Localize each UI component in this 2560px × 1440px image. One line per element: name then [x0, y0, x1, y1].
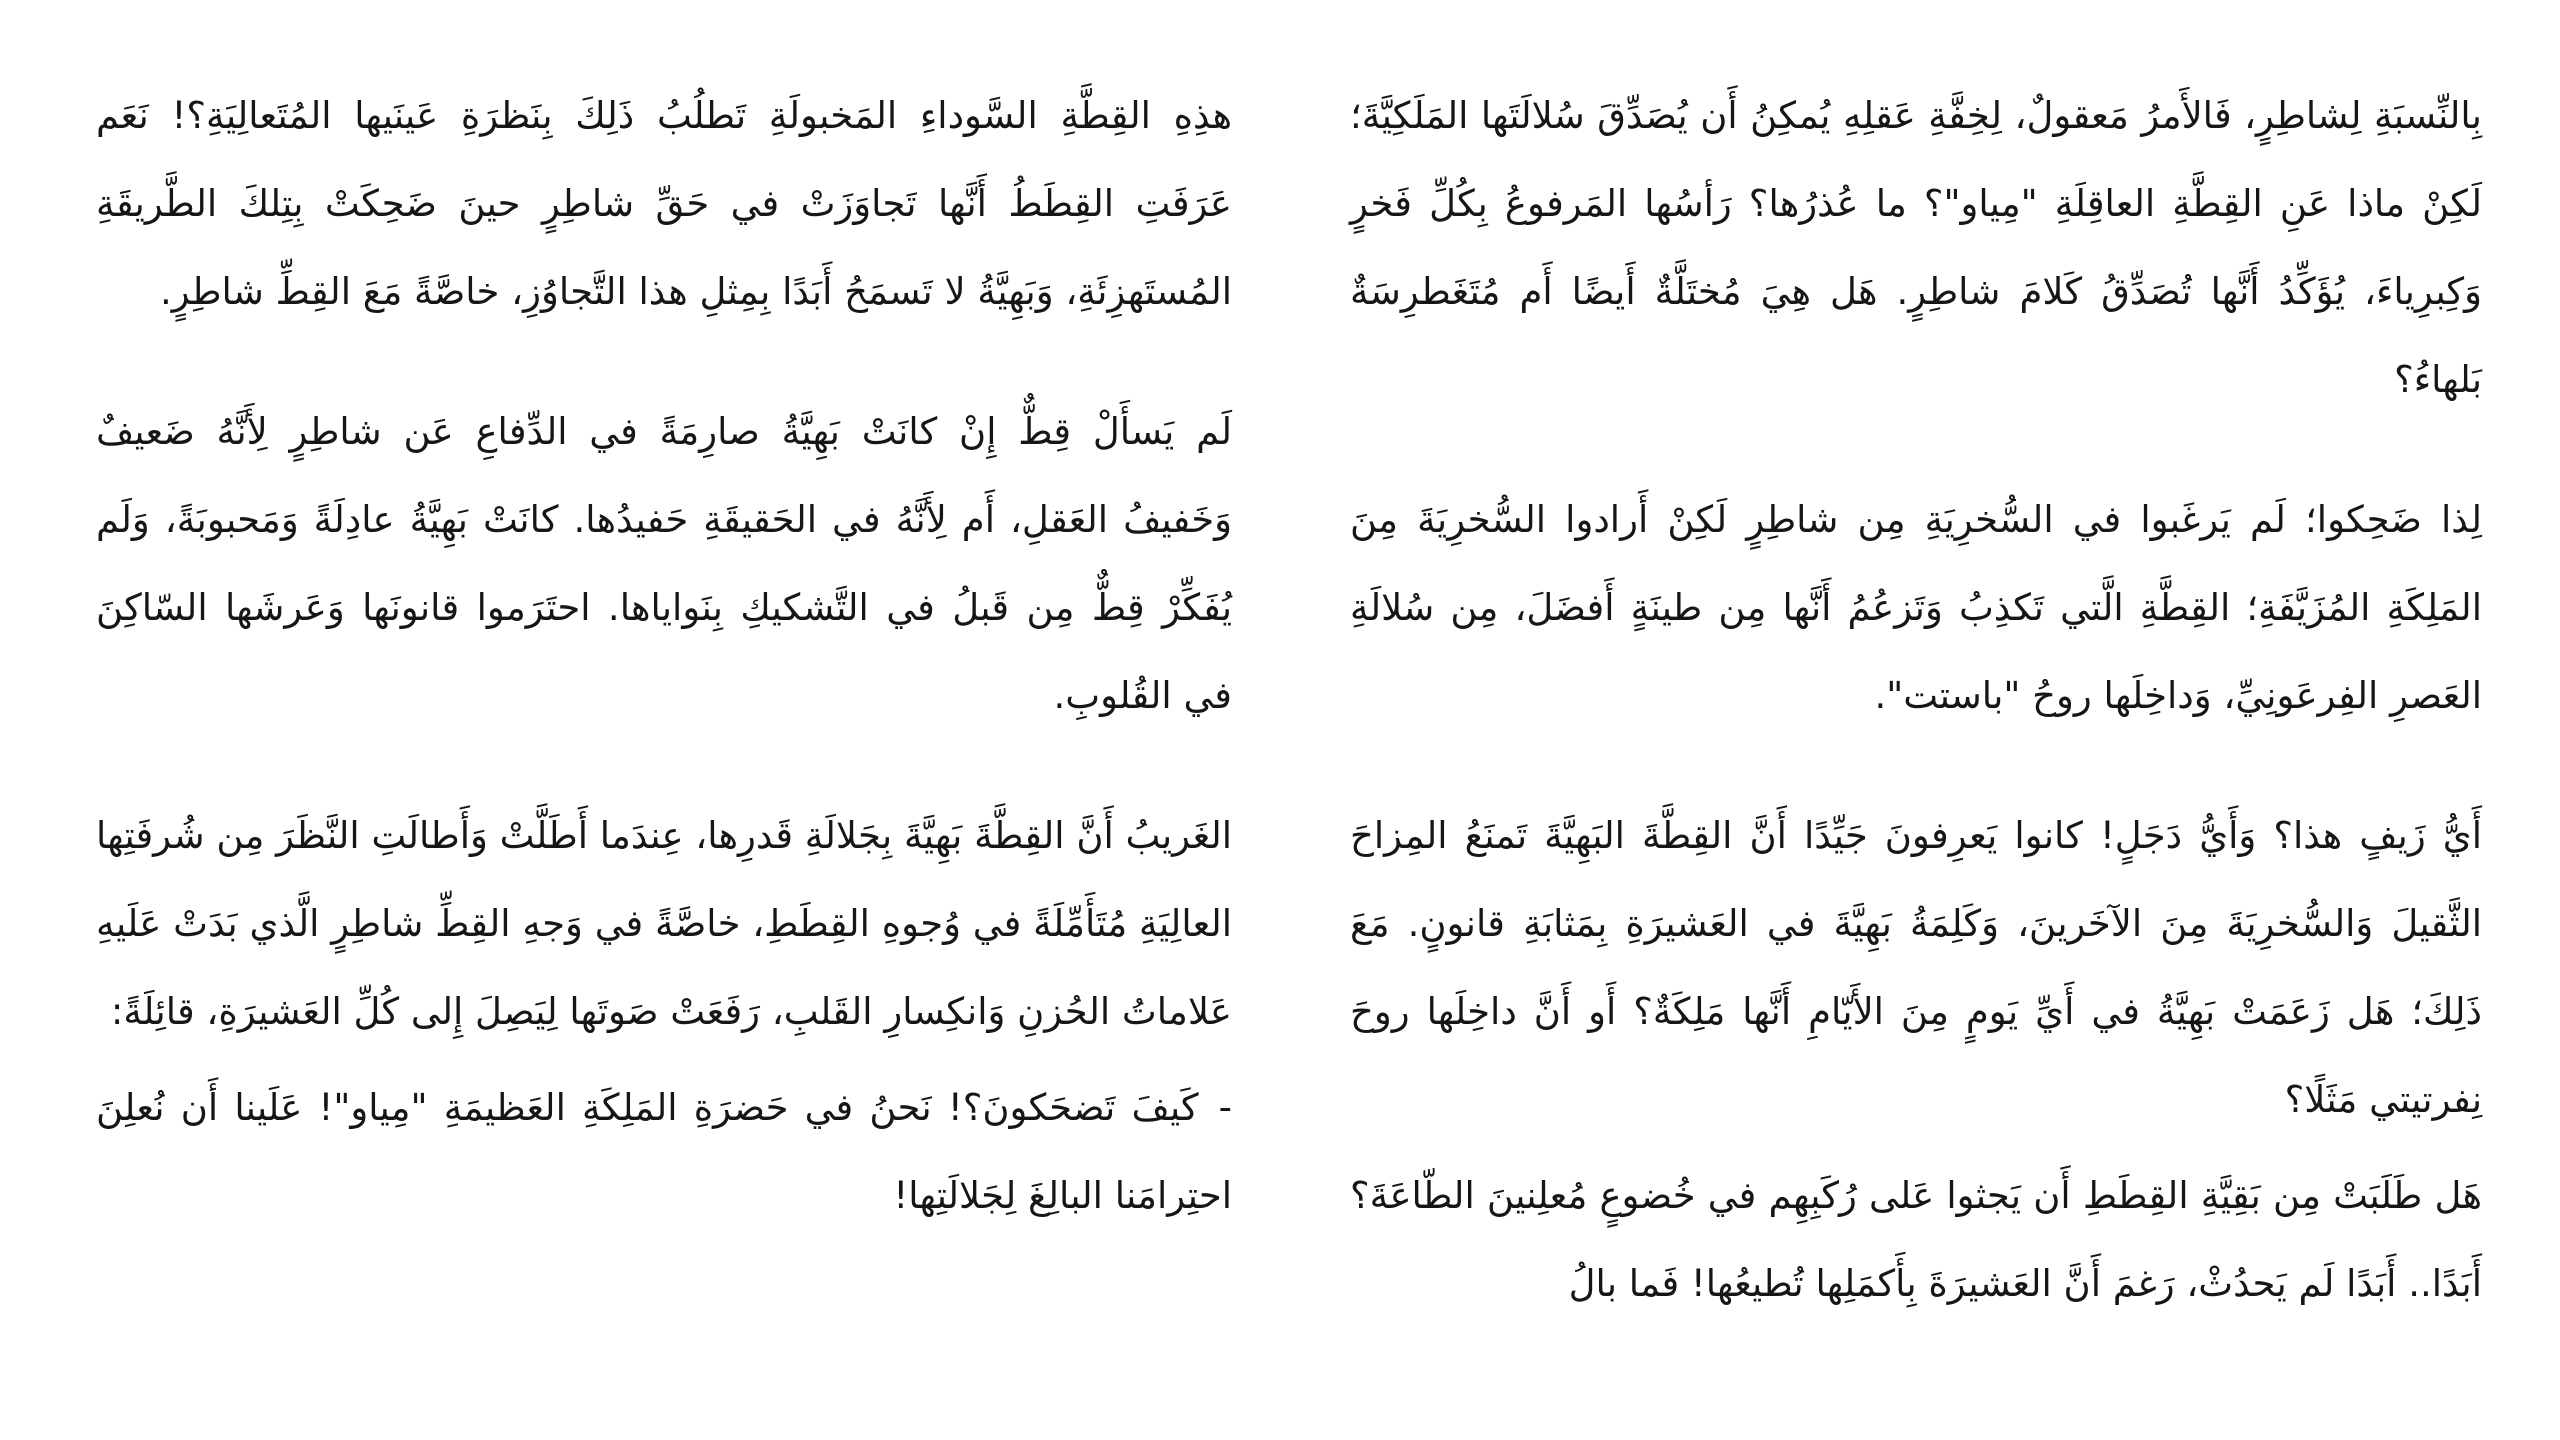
- left-paragraph-2: لَم يَسأَلْ قِطٌّ إِنْ كانَتْ بَهِيَّةُ صارِمَةً في الدِّفاعِ عَن شاطِرٍ لِأَنَّهُ ضَعيفٌ وَخَفيفُ العَقلِ، أَم لِأَنَّهُ في الحَقيقَةِ حَفيدُها. كانَتْ بَهِيَّةُ عادِلَةً وَمَحبوبَةً، وَلَم يُفَكِّرْ قِطٌّ مِن قَبلُ في التَّشكيكِ بِنَواياها. احتَرَموا قانونَها وَعَرشَها السّاكِنَ في القُلوبِ.: [96, 410, 1232, 717]
- right-paragraph-3: أَيُّ زَيفٍ هذا؟ وَأَيُّ دَجَلٍ! كانوا يَعرِفونَ جَيِّدًا أَنَّ القِطَّةَ البَهِيَّةَ تَمنَعُ المِزاحَ الثَّقيلَ وَالسُّخرِيَةَ مِنَ الآخَرينَ، وَكَلِمَةُ بَهِيَّةَ في العَشيرَةِ بِمَثابَةِ قانونٍ. مَعَ ذَلِكَ؛ هَل زَعَمَتْ بَهِيَّةُ في أَيِّ يَومٍ مِنَ الأَيّامِ أَنَّها مَلِكَةٌ؟ أَو أَنَّ داخِلَها روحَ نِفرتيتي مَثَلًا؟: [1350, 814, 2482, 1121]
- dialogue-text: كَيفَ تَضحَكونَ؟! نَحنُ في حَضرَةِ المَلِكَةِ العَظيمَةِ "مِياو"! عَلَينا أَن نُعلِنَ احتِرامَنا البالِغَ لِجَلالَتِها!: [96, 1086, 1232, 1217]
- dialogue-line: [96, 1064, 1232, 1240]
- right-paragraph-1: بِالنِّسبَةِ لِشاطِرٍ، فَالأَمرُ مَعقولٌ، لِخِفَّةِ عَقلِهِ يُمكِنُ أَن يُصَدِّقَ سُلالَتَها المَلَكِيَّةَ؛ لَكِنْ ماذا عَنِ القِطَّةِ العاقِلَةِ "مِياو"؟ ما عُذرُها؟ رَأسُها المَرفوعُ بِكُلِّ فَخرٍ وَكِبرِياءَ، يُؤَكِّدُ أَنَّها تُصَدِّقُ كَلامَ شاطِرٍ. هَل هِيَ مُختَلَّةٌ أَيضًا أَم مُتَغَطرِسَةٌ بَلهاءُ؟: [1350, 94, 2482, 401]
- right-paragraph-2: لِذا ضَحِكوا؛ لَم يَرغَبوا في السُّخرِيَةِ مِن شاطِرٍ لَكِنْ أَرادوا السُّخرِيَةَ مِنَ المَلِكَةِ المُزَيَّفَةِ؛ القِطَّةِ الَّتي تَكذِبُ وَتَزعُمُ أَنَّها مِن طينَةٍ أَفضَلَ، مِن سُلالَةِ العَصرِ الفِرعَونِيِّ، وَداخِلَها روحُ "باستت".: [1350, 498, 2482, 717]
- right-paragraph-4: هَل طَلَبَتْ مِن بَقِيَّةِ القِطَطِ أَن يَجثوا عَلى رُكَبِهِم في خُضوعٍ مُعلِنينَ الطّاعَةَ؟ أَبَدًا.. أَبَدًا لَم يَحدُثْ، رَغمَ أَنَّ العَشيرَةَ بِأَكمَلِها تُطيعُها! فَما بالُ: [1350, 1174, 2482, 1305]
- left-paragraph-3: الغَريبُ أَنَّ القِطَّةَ بَهِيَّةَ بِجَلالَةِ قَدرِها، عِندَما أَطَلَّتْ وَأَطالَتِ النَّظَرَ مِن شُرفَتِها العالِيَةِ مُتَأَمِّلَةً في وُجوهِ القِطَطِ، خاصَّةً في وَجهِ القِطِّ شاطِرٍ الَّذي بَدَتْ عَلَيهِ عَلاماتُ الحُزنِ وَانكِسارِ القَلبِ، رَفَعَتْ صَوتَها لِيَصِلَ إِلى كُلِّ العَشيرَةِ، قائِلَةً:: [96, 814, 1232, 1033]
- left-paragraph-1: هذِهِ القِطَّةِ السَّوداءِ المَخبولَةِ تَطلُبُ ذَلِكَ بِنَظرَةِ عَينَيها المُتَعالِيَةِ؟! نَعَم عَرَفَتِ القِطَطُ أَنَّها تَجاوَزَتْ في حَقِّ شاطِرٍ حينَ ضَحِكَتْ بِتِلكَ الطَّريقَةِ المُستَهزِئَةِ، وَبَهِيَّةُ لا تَسمَحُ أَبَدًا بِمِثلِ هذا التَّجاوُزِ، خاصَّةً مَعَ القِطِّ شاطِرٍ.: [96, 94, 1232, 313]
- right-page: [1280, 0, 2560, 1440]
- dialogue-dash: -: [1218, 1086, 1232, 1129]
